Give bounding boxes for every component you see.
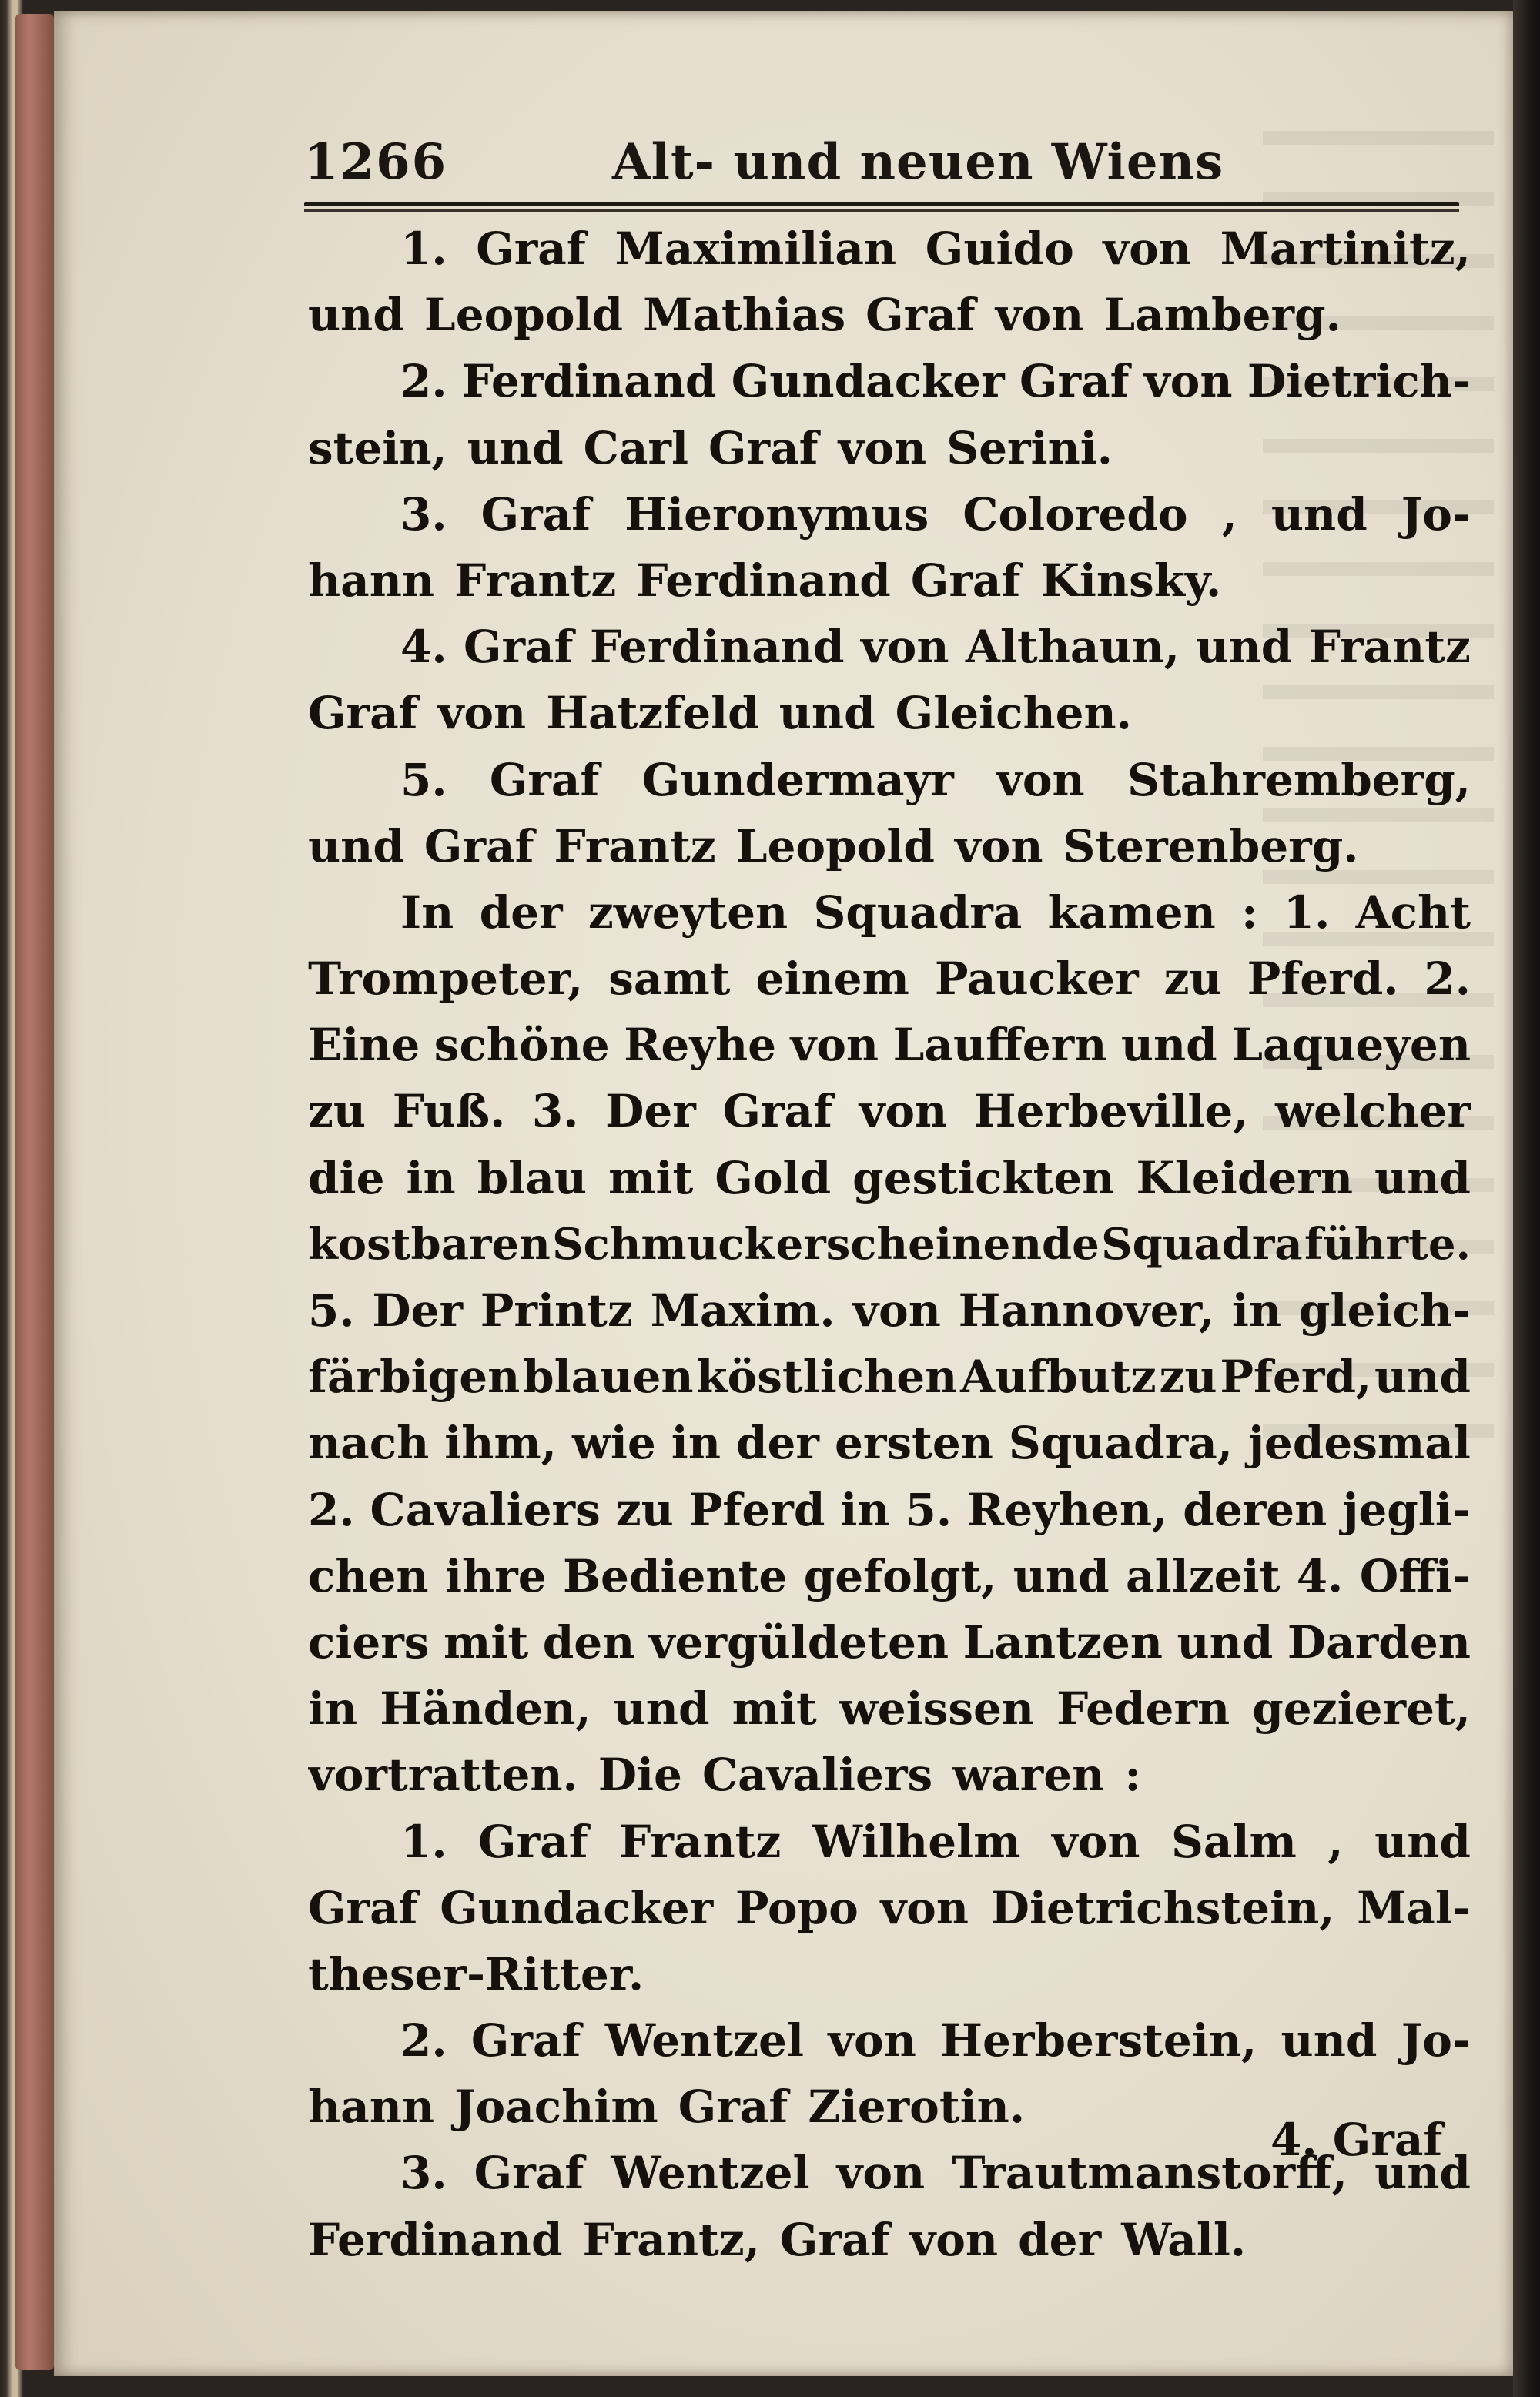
text-line: Eine schöne Reyhe von Lauffern und Laqueyen [308,1019,1471,1072]
text-line: theser-Ritter. [308,1947,644,2000]
text-line: Trompeter, samt einem Paucker zu Pferd. 2. [308,952,1471,1006]
text-line: nach ihm, wie in der ersten Squadra, jedesmal [308,1417,1471,1470]
text-line: hann Joachim Graf Zierotin. [308,2081,1026,2134]
text-line: kostbaren Schmuck erscheinende Squadra führte. [308,1218,1471,1270]
page-number: 1266 [304,133,448,191]
running-title: Alt- und neuen Wiens [612,133,1224,191]
text-line: Graf von Hatzfeld und Gleichen. [308,687,1132,740]
text-line: 3. Graf Wentzel von Trautmanstorff, und [400,2147,1471,2200]
text-line: und Graf Frantz Leopold von Sterenberg. [308,819,1359,872]
text-line: hann Frantz Ferdinand Graf Kinsky. [308,554,1222,607]
text-line: und Leopold Mathias Graf von Lamberg. [308,289,1341,342]
text-line: chen ihre Bediente gefolgt, und allzeit 4. Offi- [308,1549,1471,1602]
text-line: 2. Cavaliers zu Pferd in 5. Reyhen, deren jegli- [308,1483,1471,1536]
text-line: 4. Graf Ferdinand von Althaun, und Frantz [400,621,1471,674]
text-line: in Händen, und mit weissen Federn gezieret, [308,1682,1471,1736]
text-line: ciers mit den vergüldeten Lantzen und Darden [308,1615,1471,1669]
text-line: Graf Gundacker Popo von Dietrichstein, Mal- [308,1881,1471,1934]
text-line: färbigen blauen köstlichen Aufbutz zu Pferd, und [308,1351,1471,1404]
text-line: 1. Graf Frantz Wilhelm von Salm , und [400,1815,1471,1868]
header-rule-secondary [304,209,1459,212]
text-line: 5. Graf Gundermayr von Stahremberg, [400,753,1471,806]
book-gutter [15,14,54,2370]
text-line: 2. Graf Wentzel von Herberstein, und Jo- [400,2014,1471,2067]
text-line: stein, und Carl Graf von Serini. [308,421,1113,474]
text-line: 3. Graf Hieronymus Coloredo , und Jo- [400,487,1471,541]
text-line: die in blau mit Gold gestickten Kleidern und [308,1151,1471,1204]
header-rule [304,202,1459,206]
text-line: 2. Ferdinand Gundacker Graf von Dietrich- [400,355,1471,408]
text-line: zu Fuß. 3. Der Graf von Herbeville, welcher [308,1085,1471,1138]
catchword: 4. Graf [1270,2114,1443,2166]
page-header [304,127,1475,212]
text-line: vortratten. Die Cavaliers waren : [308,1749,1141,1802]
text-line: 1. Graf Maximilian Guido von Martinitz, [400,223,1471,275]
text-line: In der zweyten Squadra kamen : 1. Acht [400,885,1471,939]
body-text [308,216,1471,2273]
book-right-edge [1513,0,1540,2397]
text-line: Ferdinand Frantz, Graf von der Wall. [308,2213,1247,2266]
text-line: 5. Der Printz Maxim. von Hannover, in gleich- [308,1284,1471,1337]
